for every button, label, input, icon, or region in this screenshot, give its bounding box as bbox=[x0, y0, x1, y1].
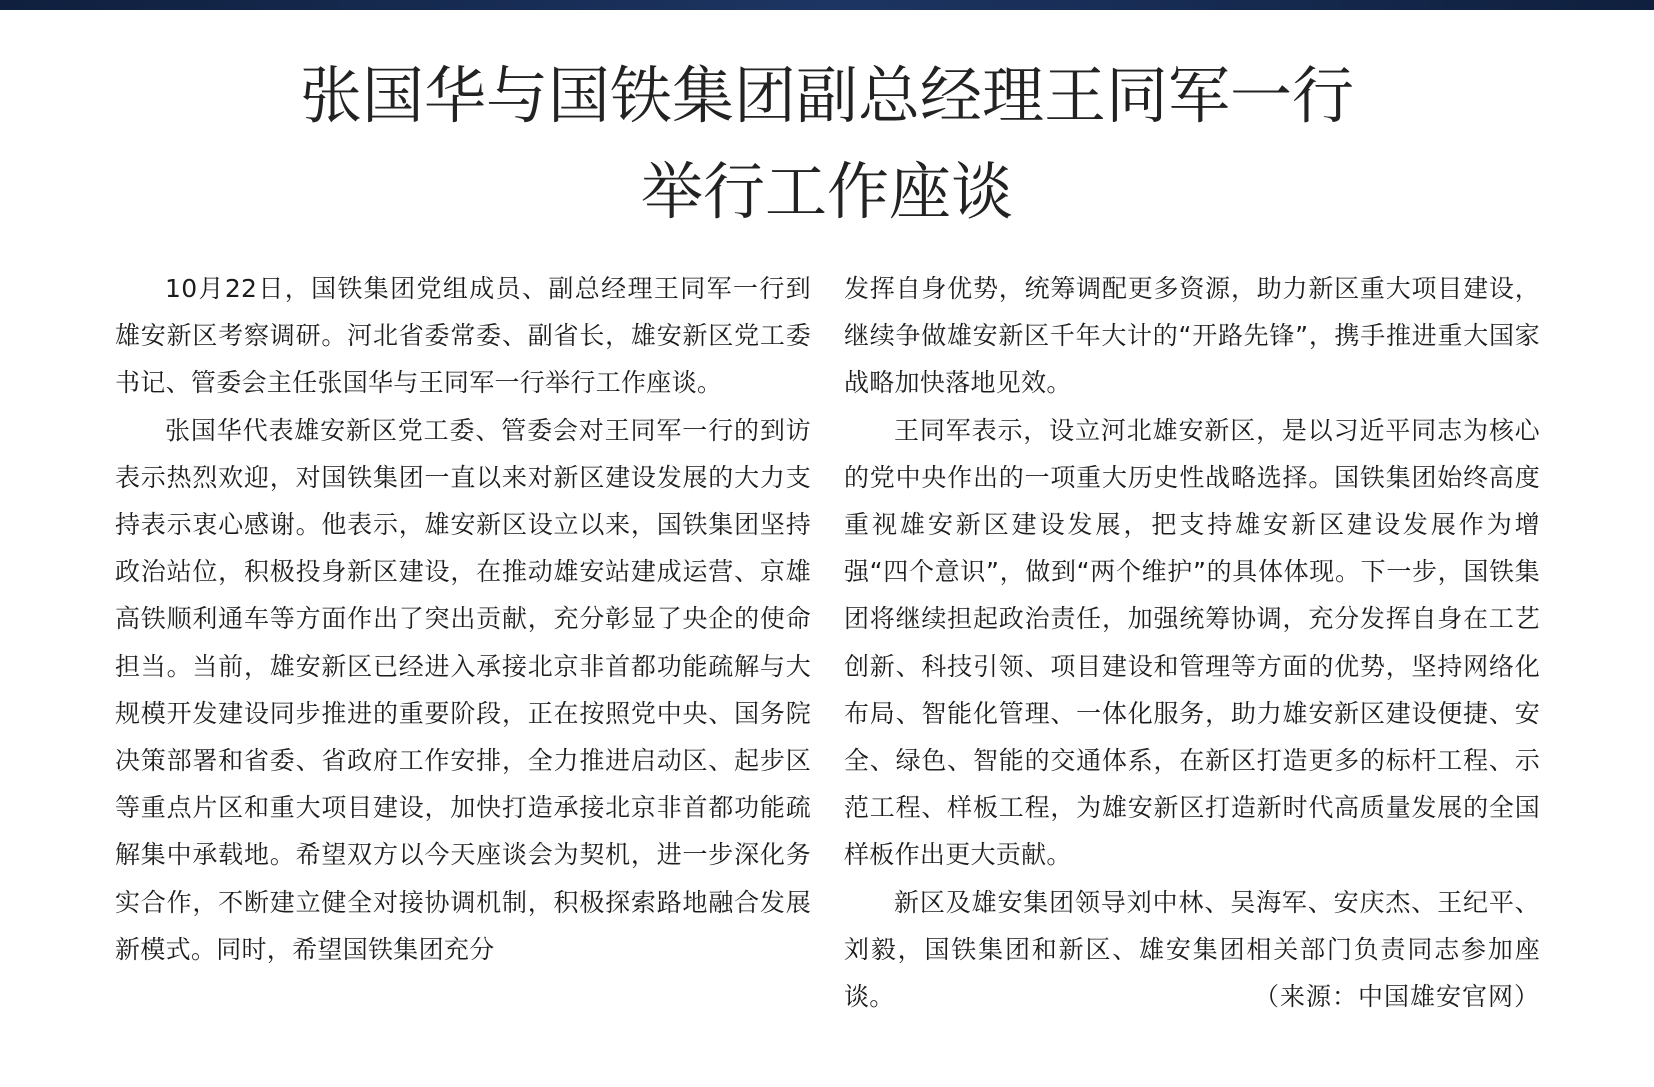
article-title bbox=[0, 48, 1654, 240]
article-body bbox=[115, 265, 1540, 1075]
right-column bbox=[844, 265, 1540, 1075]
paragraph-3: 王同军表示，设立河北雄安新区，是以习近平同志为核心的党中央作出的一项重大历史性战略选择。国铁集团始终高度重视雄安新区建设发展，把支持雄安新区建设发展作为增强“四个意识”，做到“两个维护”的具体体现。下一步，国铁集团将继续担起政治责任，加强统筹协调，充分发挥自身在工艺创新、科技引领、项目建设和管理等方面的优势，坚持网络化布局、智能化管理、一体化服务，助力雄安新区建设便捷、安全、绿色、智能的交通体系，在新区打造更多的标杆工程、示范工程、样板工程，为雄安新区打造新时代高质量发展的全国样板作出更大贡献。 bbox=[844, 415, 1540, 870]
article-title-line2: 举行工作座谈 bbox=[640, 155, 1013, 228]
paragraph-2: 张国华代表雄安新区党工委、管委会对王同军一行的到访表示热烈欢迎，对国铁集团一直以来对新区建设发展的大力支持表示衷心感谢。他表示，雄安新区设立以来，国铁集团坚持政治站位，积极投身新区建设，在推动雄安站建成运营、京雄高铁顺利通车等方面作出了突出贡献，充分彰显了央企的使命担当。当前，雄安新区已经进入承接北京非首都功能疏解与大规模开发建设同步推进的重要阶段，正在按照党中央、国务院决策部署和省委、省政府工作安排，全力推进启动区、起步区等重点片区和重大项目建设，加快打造承接北京非首都功能疏解集中承载地。希望双方以今天座谈会为契机，进一步深化务实合作，不断建立健全对接协调机制，积极探索路地融合发展新模式。同时，希望国铁集团充分 bbox=[115, 415, 811, 964]
paragraph-4 bbox=[844, 879, 1540, 1021]
article-title-line1: 张国华与国铁集团副总经理王同军一行 bbox=[299, 59, 1354, 132]
paragraph-2-continued: 发挥自身优势，统筹调配更多资源，助力新区重大项目建设，继续争做雄安新区千年大计的“开路先锋”，携手推进重大国家战略加快落地见效。 bbox=[844, 274, 1540, 398]
left-column bbox=[115, 265, 811, 1075]
paragraph-4-text: 新区及雄安集团领导刘中林、吴海军、安庆杰、王纪平、刘毅，国铁集团和新区、雄安集团相关部门负责同志参加座谈。 bbox=[844, 887, 1540, 1012]
source-credit: （来源：中国雄安官网） bbox=[1253, 982, 1540, 1012]
paragraph-1: 10月22日，国铁集团党组成员、副总经理王同军一行到雄安新区考察调研。河北省委常委、副省长，雄安新区党工委书记、管委会主任张国华与王同军一行举行工作座谈。 bbox=[115, 274, 811, 398]
top-accent-bar bbox=[0, 0, 1654, 10]
